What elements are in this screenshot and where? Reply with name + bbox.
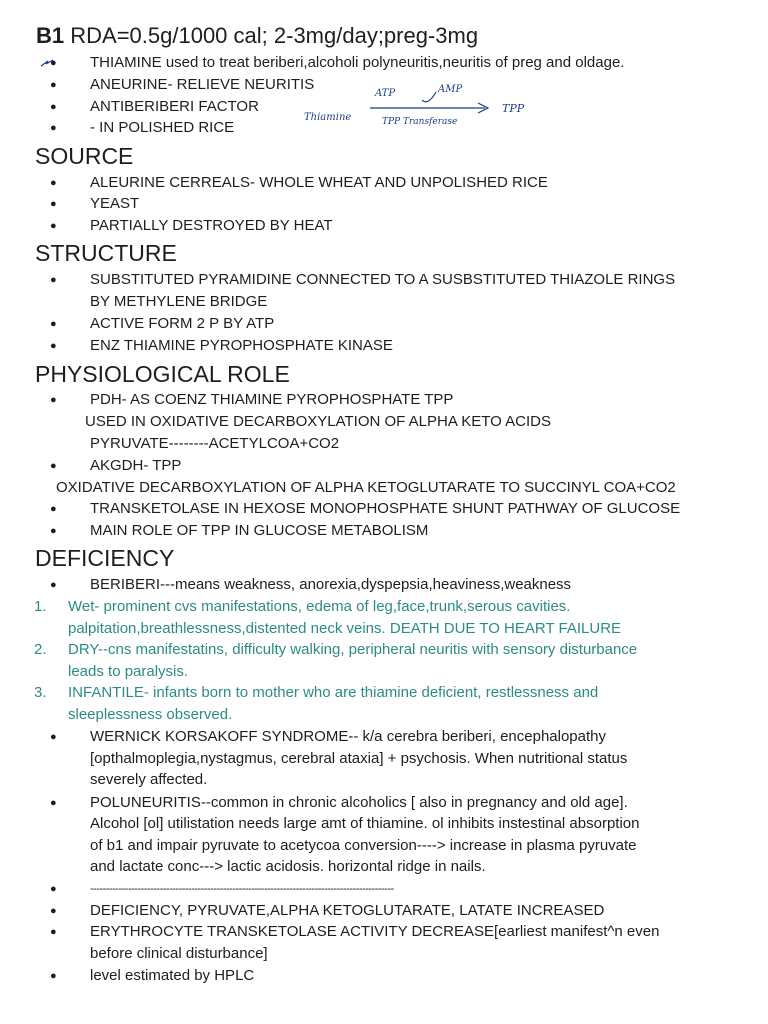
- structure-heading: STRUCTURE: [35, 240, 177, 266]
- bullet-icon: ●: [50, 220, 57, 232]
- annotation-top-right: AMP: [438, 84, 463, 95]
- source-item: ALEURINE CERREALS- WHOLE WHEAT AND UNPOLISHED RICE: [90, 174, 548, 191]
- intro-item: ANEURINE- RELIEVE NEURITIS: [90, 76, 315, 93]
- physiological-heading: PHYSIOLOGICAL ROLE: [35, 361, 290, 387]
- deficiency-type-infantile-continued: sleeplessness observed.: [68, 706, 233, 723]
- physiological-pdh: PDH- AS COENZ THIAMINE PYROPHOSPHATE TPP: [90, 391, 454, 408]
- structure-item: ENZ THIAMINE PYROPHOSPHATE KINASE: [90, 337, 393, 354]
- bullet-icon: ●: [50, 525, 57, 537]
- bullet-icon: ●: [50, 905, 57, 917]
- annotation-bottom: TPP Transferase: [382, 117, 458, 127]
- wernick-line: [opthalmoplegia,nystagmus, cerebral ataxia] + psychosis. When nutritional status: [90, 750, 628, 767]
- deficiency-type-wet-continued: palpitation,breathlessness,distented neck veins. DEATH DUE TO HEART FAILURE: [68, 620, 622, 637]
- bullet-icon: ●: [50, 79, 57, 91]
- bullet-icon: ●: [50, 579, 57, 591]
- page-title: [36, 22, 478, 50]
- bullet-icon: ●: [50, 101, 57, 113]
- physiological-main-role: MAIN ROLE OF TPP IN GLUCOSE METABOLISM: [90, 522, 429, 539]
- structure-item-continued: BY METHYLENE BRIDGE: [90, 293, 268, 310]
- structure-item: SUBSTITUTED PYRAMIDINE CONNECTED TO A SUSBSTITUTED THIAZOLE RINGS: [90, 271, 676, 288]
- physiological-pdh-reaction: PYRUVATE--------ACETYLCOA+CO2: [90, 435, 340, 452]
- hplc-line: level estimated by HPLC: [90, 967, 255, 984]
- deficiency-heading: DEFICIENCY: [35, 545, 175, 571]
- bullet-icon: ●: [50, 460, 57, 472]
- poluneuritis-line: and lactate conc---> lactic acidosis. horizontal ridge in nails.: [90, 858, 486, 875]
- poluneuritis-line: Alcohol [ol] utilistation needs large amt of thiamine. ol inhibits instestinal absorption: [90, 815, 640, 832]
- deficiency-type-dry: DRY--cns manifestatins, difficulty walking, peripheral neuritis with sensory disturbance: [68, 641, 638, 658]
- erythrocyte-line-continued: before clinical disturbance]: [90, 945, 268, 962]
- physiological-transketolase: TRANSKETOLASE IN HEXOSE MONOPHOSPHATE SHUNT PATHWAY OF GLUCOSE: [90, 500, 681, 517]
- wernick-line: severely affected.: [90, 771, 208, 788]
- wernick-line: WERNICK KORSAKOFF SYNDROME-- k/a cerebra beriberi, encephalopathy: [90, 728, 606, 745]
- list-number: 2.: [34, 641, 47, 658]
- deficiency-beriberi: BERIBERI---means weakness, anorexia,dyspepsia,heaviness,weakness: [90, 576, 572, 593]
- bullet-icon: ●: [50, 503, 57, 515]
- deficiency-increased: DEFICIENCY, PYRUVATE,ALPHA KETOGLUTARATE, LATATE INCREASED: [90, 902, 605, 919]
- erythrocyte-line: ERYTHROCYTE TRANSKETOLASE ACTIVITY DECREASE[earliest manifest^n even: [90, 923, 660, 940]
- title-label: B1: [36, 23, 65, 48]
- bullet-icon: ●: [50, 883, 57, 895]
- bullet-icon: ●: [50, 731, 57, 743]
- source-item: YEAST: [90, 195, 140, 212]
- bullet-icon: ●: [50, 122, 57, 134]
- physiological-akgdh-reaction: OXIDATIVE DECARBOXYLATION OF ALPHA KETOGLUTARATE TO SUCCINYL COA+CO2: [56, 479, 676, 496]
- annotation-top: ATP: [375, 88, 396, 99]
- bullet-icon: ●: [50, 340, 57, 352]
- physiological-akgdh: AKGDH- TPP: [90, 457, 182, 474]
- list-number: 3.: [34, 684, 47, 701]
- source-heading: SOURCE: [35, 143, 134, 169]
- source-item: PARTIALLY DESTROYED BY HEAT: [90, 217, 333, 234]
- intro-item: - IN POLISHED RICE: [90, 119, 235, 136]
- bullet-icon: ●: [50, 926, 57, 938]
- title-text: RDA=0.5g/1000 cal; 2-3mg/day;preg-3mg: [70, 23, 479, 48]
- bullet-icon: ●: [50, 274, 57, 286]
- bullet-icon: ●: [50, 177, 57, 189]
- divider-line: ------------------------------------------------------------------------------------------------: [90, 883, 394, 895]
- intro-item: ANTIBERIBERI FACTOR: [90, 98, 259, 115]
- bullet-icon: ●: [50, 198, 57, 210]
- bullet-icon: ●: [50, 797, 57, 809]
- bullet-icon: ●: [50, 57, 57, 69]
- intro-item: THIAMINE used to treat beriberi,alcoholi polyneuritis,neuritis of preg and oldage.: [90, 54, 625, 71]
- bullet-icon: ●: [50, 970, 57, 982]
- list-number: 1.: [34, 598, 47, 615]
- bullet-icon: ●: [50, 394, 57, 406]
- deficiency-type-wet: Wet- prominent cvs manifestations, edema of leg,face,trunk,serous cavities.: [68, 598, 571, 615]
- poluneuritis-line: POLUNEURITIS--common in chronic alcoholics [ also in pregnancy and old age].: [90, 794, 628, 811]
- handwritten-reaction-annotation: [300, 78, 540, 134]
- deficiency-type-infantile: INFANTILE- infants born to mother who are thiamine deficient, restlessness and: [68, 684, 599, 701]
- structure-item: ACTIVE FORM 2 P BY ATP: [90, 315, 275, 332]
- physiological-pdh-use: USED IN OXIDATIVE DECARBOXYLATION OF ALPHA KETO ACIDS: [85, 413, 551, 430]
- bullet-icon: ●: [50, 318, 57, 330]
- annotation-left: Thiamine: [304, 112, 352, 123]
- poluneuritis-line: of b1 and impair pyruvate to acetycoa conversion----> increase in plasma pyruvate: [90, 837, 637, 854]
- annotation-right: TPP: [502, 102, 525, 115]
- deficiency-type-dry-continued: leads to paralysis.: [68, 663, 189, 680]
